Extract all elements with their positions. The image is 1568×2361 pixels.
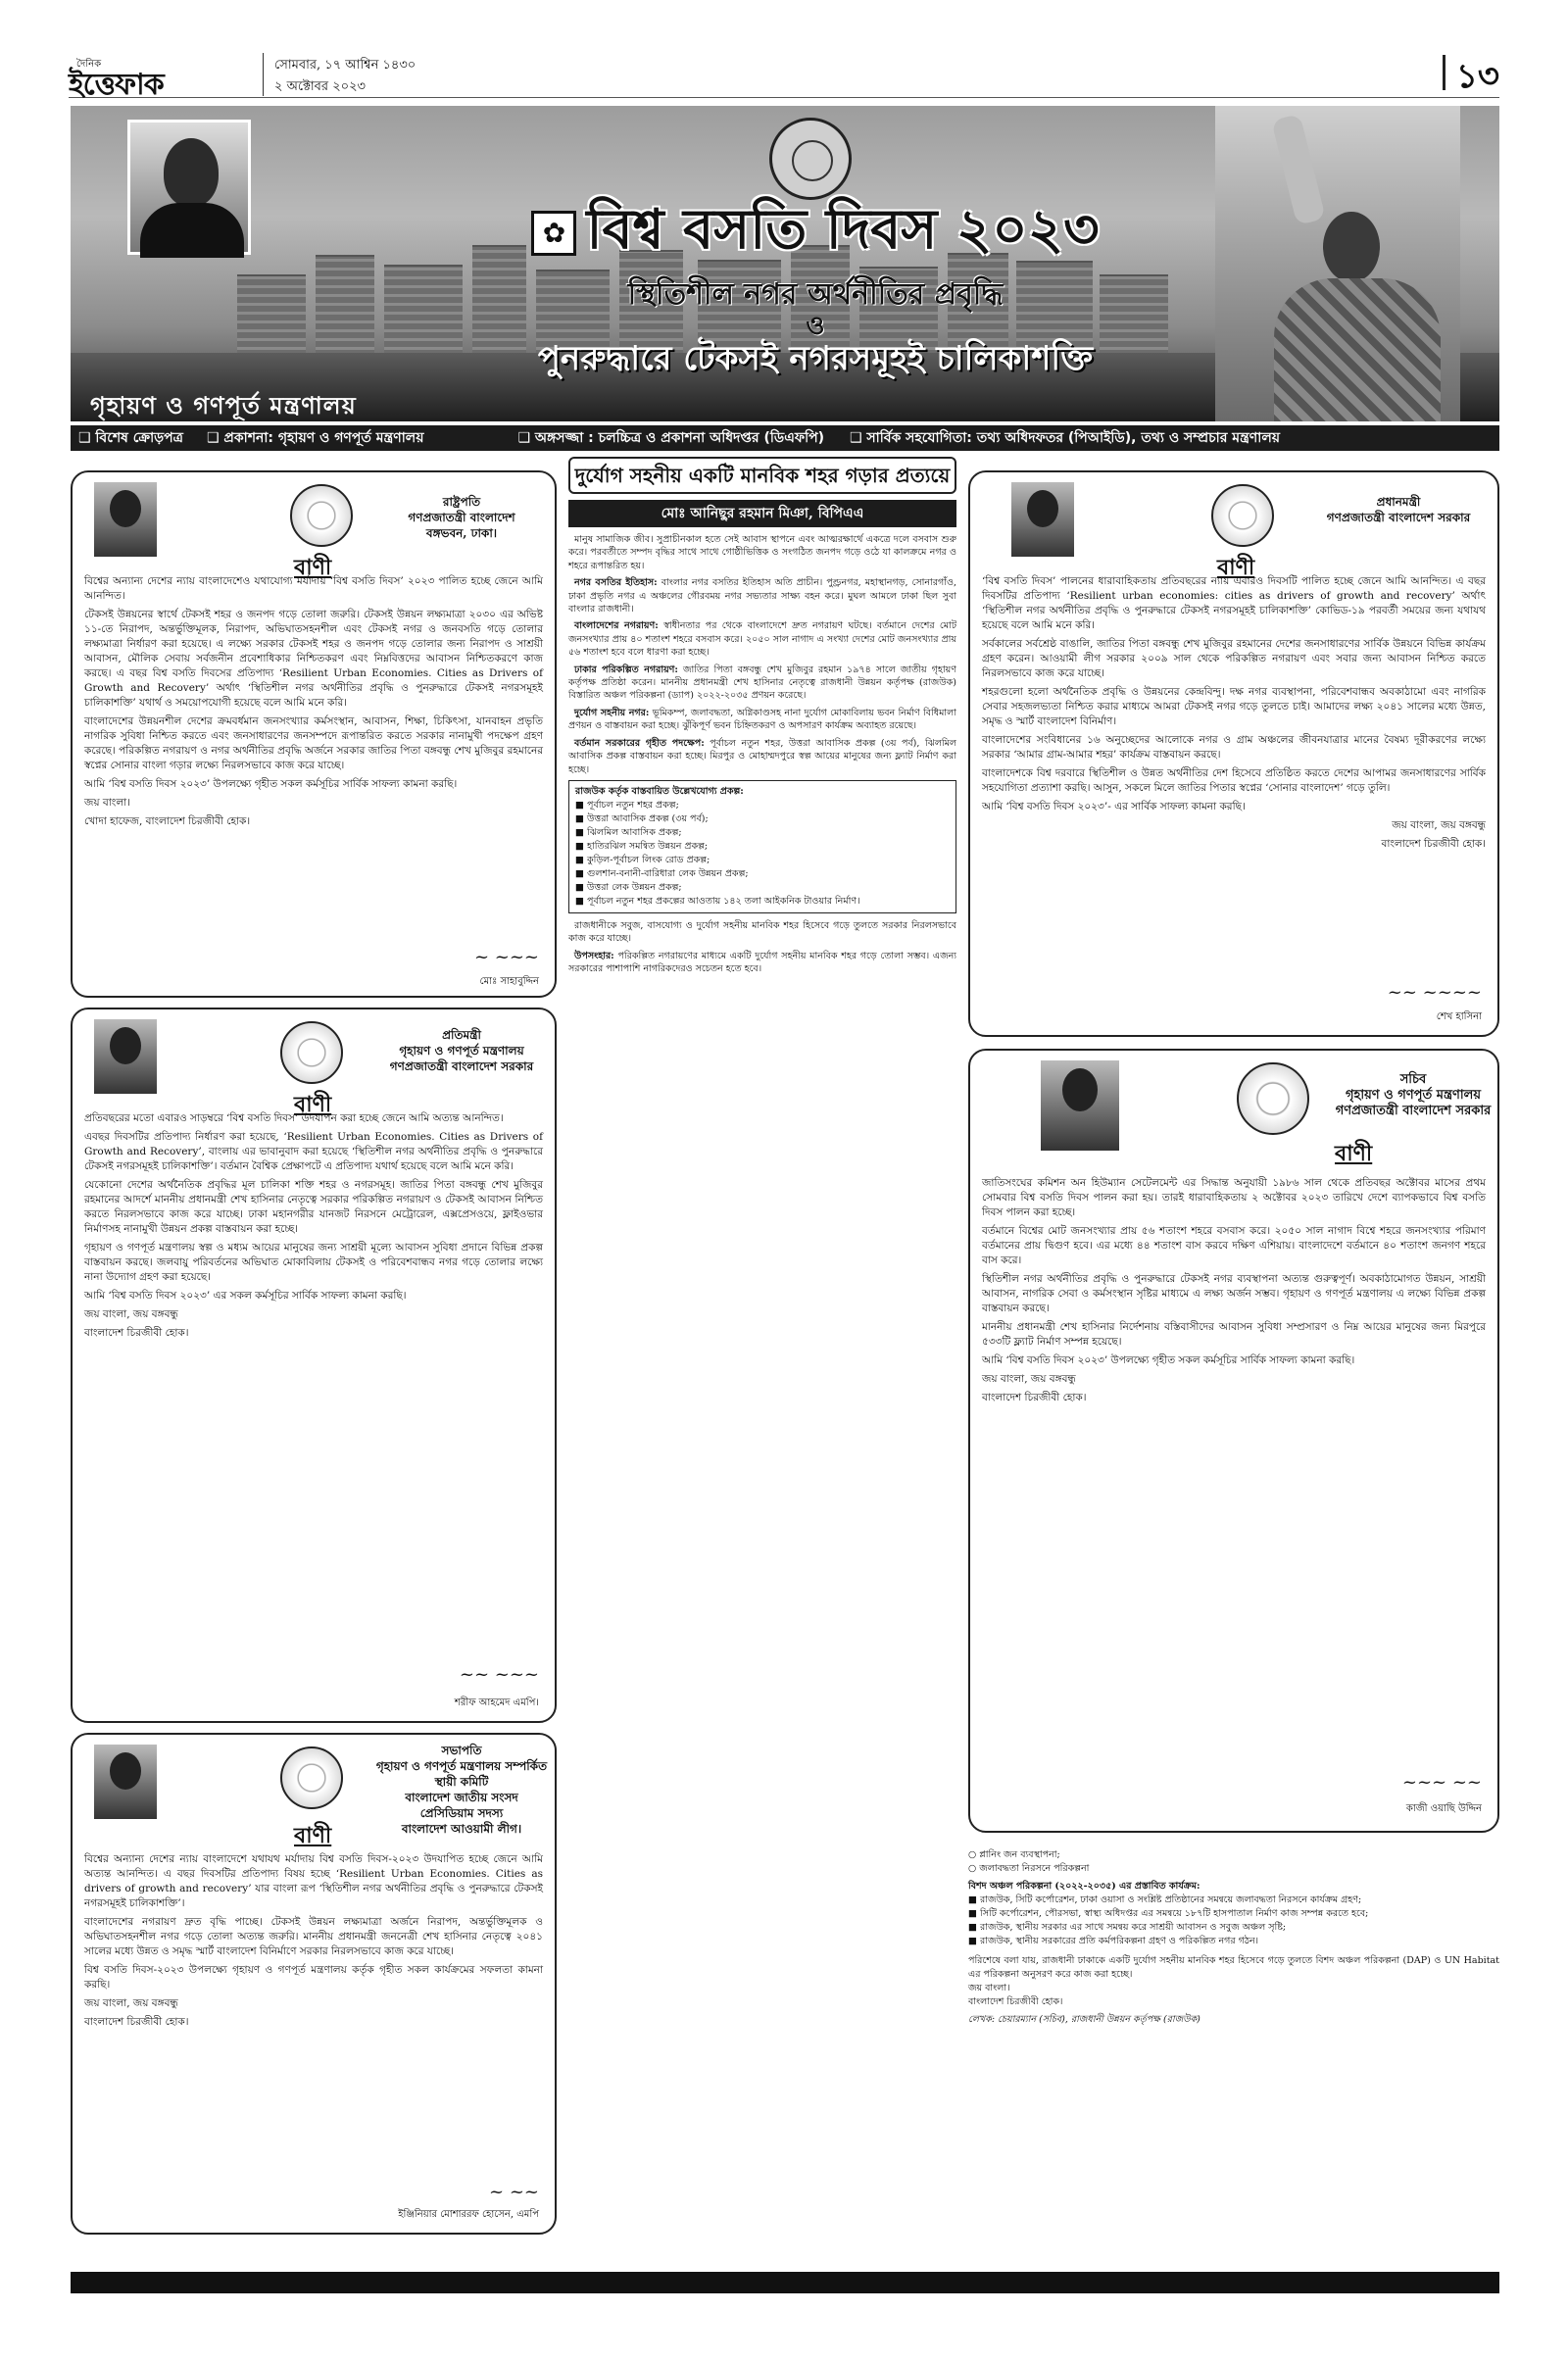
list-item: ■ পূর্বাচল নতুন শহর প্রকল্পের আওতায় ১৪২ তলা আইকনিক টাওয়ার নির্মাণ। (575, 895, 860, 907)
banner-subtitle-and: ও (806, 312, 825, 341)
prime-minister-photo (1215, 106, 1460, 421)
list-item: ■ রাজউক, সিটি কর্পোরেশন, ঢাকা ওয়াসা ও সংশ্লিষ্ট প্রতিষ্ঠানের সমন্বয়ে জলাবদ্ধতা নিরসনে কার্যক্রম গ্রহণ; (968, 1894, 1362, 1905)
minister-signature: ~~ ~~~ (459, 1664, 539, 1685)
secretary-photo (1041, 1060, 1119, 1151)
secretary-name: কাজী ওয়াছি উদ্দিন (1405, 1803, 1482, 1814)
secretary-bani-heading: বাণী (1335, 1141, 1373, 1166)
article-subhead-2: বাংলাদেশের নগরায়ণ: (574, 620, 659, 632)
secretary-seal-icon (1237, 1062, 1309, 1135)
article-title: দুর্যোগ সহনীয় একটি মানবিক শহর গড়ার প্রত্যয়ে (568, 457, 956, 494)
project-list (568, 780, 956, 913)
president-photo (94, 482, 157, 557)
minister-photo (94, 1019, 157, 1094)
banner-title: ✿ বিশ্ব বসতি দিবস ২০২৩ (443, 204, 1188, 263)
committee-body: বিশ্বের অন্যান্য দেশের ন্যায় বাংলাদেশে যথাযথ মর্যাদায় বিশ্ব বসতি দিবস-২০২৩ উদযাপিত হচ্ছে জেনে আমি অত্যন্ত আনন্দিত। এ বছর দিবসটির প্রতিপাদ্য বিষয় হচ্ছে ‘Resilient Urban Economies. Cities as drivers of growth and recovery’ যার বাংলা রূপ ‘স্থিতিশীল নগর অর্থনীতির প্রবৃদ্ধি ও পুনরুদ্ধারে টেকসই নগরসমূহই চালিকাশক্তি’। বাংলাদেশের নগরায়ণ দ্রুত বৃদ্ধি পাচ্ছে। টেকসই উন্নয়ন লক্ষ্যমাত্রা অর্জনে নিরাপদ, অন্তর্ভুক্তিমূলক ও অভিঘাতসহনশীল নগর গড়ে তোলা অত্যন্ত জরুরি। মাননীয় প্রধানমন্ত্রী জননেত্রী শেখ হাসিনার নেতৃত্বে ২০৪১ সালের মধ্যে উন্নত ও সমৃদ্ধ স্মার্ট বাংলাদেশ বিনির্মাণে সরকার নিরলসভাবে কাজ করে যাচ্ছে। বিশ্ব বসতি দিবস-২০২৩ উপলক্ষ্যে গৃহায়ণ ও গণপূর্ত মন্ত্রণালয় কর্তৃক গৃহীত সকল কার্যক্রমের সফলতা কামনা করছি। জয় বাংলা, জয় বঙ্গবন্ধু বাংলাদেশ চিরজীবী হোক। (84, 1853, 543, 2028)
committee-chair-name: ইঞ্জিনিয়ার মোশাররফ হোসেন, এমপি (398, 2209, 539, 2220)
logo-name: ইত্তেফাক (69, 68, 164, 102)
article-byline: লেখক: চেয়ারম্যান (সচিব), রাজধানী উন্নয়ন কর্তৃপক্ষ (রাজউক) (968, 2014, 1200, 2025)
president-name: মোঃ সাহাবুদ্দিন (479, 976, 539, 987)
minister-bani-heading: বাণী (294, 1092, 332, 1117)
committee-bani-heading: বাণী (294, 1823, 332, 1848)
date-english: ২ অক্টোবর ২০২৩ (274, 79, 367, 94)
minister-title: প্রতিমন্ত্রী গৃহায়ণ ও গণপূর্ত মন্ত্রণালয় গণপ্রজাতন্ত্রী বাংলাদেশ সরকার (389, 1028, 534, 1073)
president-signature: ~ ~~~ (473, 947, 539, 967)
footer-bar (71, 2272, 1499, 2293)
list-item: ■ হাতিরঝিল সমন্বিত উন্নয়ন প্রকল্প; (575, 840, 709, 852)
president-seal-icon (290, 484, 353, 547)
secretary-message (968, 1049, 1499, 1833)
secretary-title: সচিব গৃহায়ণ ও গণপূর্ত মন্ত্রণালয় গণপ্রজাতন্ত্রী বাংলাদেশ সরকার (1335, 1072, 1492, 1118)
pm-body: ‘বিশ্ব বসতি দিবস’ পালনের ধারাবাহিকতায় প্রতিবছরের ন্যায় এবারও দিবসটি পালিত হচ্ছে জেনে আমি আনন্দিত। এ বছর দিবসটির প্রতিপাদ্য ‘Resilient urban economies: cities as drivers of growth and recovery’ অর্থাৎ ‘স্থিতিশীল নগর অর্থনীতির প্রবৃদ্ধি ও পুনরুদ্ধারে টেকসই নগরসমূহই চালিকাশক্তি’ কোভিড-১৯ পরবর্তী সময়ের জন্য যথাযথ হয়েছে বলে আমি মনে করি। সর্বকালের সর্বশ্রেষ্ঠ বাঙালি, জাতির পিতা বঙ্গবন্ধু শেখ মুজিবুর রহমানের দেশের জনসাধারণের সার্বিক উন্নয়নে বিভিন্ন কার্যক্রম গ্রহণ করেন। আওয়ামী লীগ সরকার ২০০৯ সাল থেকে পরিকল্পিত নগরায়ণ এবং সবার জন্য আবাসন নিশ্চিত করতে নিরলসভাবে কাজ করে যাচ্ছে। শহরগুলো হলো অর্থনৈতিক প্রবৃদ্ধি ও উন্নয়নের কেন্দ্রবিন্দু। দক্ষ নগর ব্যবস্থাপনা, পরিবেশবান্ধব অবকাঠামো এবং নাগরিক সেবার সহজলভ্যতা নিশ্চিত করার মাধ্যমে আমরা টেকসই নগর গড়ে তুলতে চাই। আমাদের লক্ষ্য ২০৪১ সালের মধ্যে উন্নত, সমৃদ্ধ ও স্মার্ট বাংলাদেশ বিনির্মাণ। বাংলাদেশের সংবিধানের ১৬ অনুচ্ছেদের আলোকে নগর ও গ্রাম অঞ্চলের জীবনযাত্রার মানের বৈষম্য দূরীকরণের লক্ষ্যে সরকার ‘আমার গ্রাম-আমার শহর’ কার্যক্রম বাস্তবায়ন করছে। বাংলাদেশকে বিশ্ব দরবারে স্থিতিশীল ও উন্নত অর্থনীতির দেশ হিসেবে প্রতিষ্ঠিত করতে দেশের আপামর জনসাধারণের সার্বিক সহযোগিতা প্রত্যাশা করছি। আসুন, সকলে মিলে জাতির পিতার স্বপ্নের ‘সোনার বাংলাদেশ’ গড়ে তুলি। আমি ‘বিশ্ব বসতি দিবস ২০২৩’- এর সার্বিক সাফল্য কামনা করছি। জয় বাংলা, জয় বঙ্গবন্ধু বাংলাদেশ চিরজীবী হোক। (982, 575, 1486, 850)
article-subhead-3: ঢাকার পরিকল্পিত নগরায়ণ: (574, 664, 678, 675)
pm-bani-heading: বাণী (1217, 555, 1255, 580)
list-item: ■ গুলশান-বনানী-বারিধারা লেক উন্নয়ন প্রকল্প; (575, 867, 749, 879)
parliament-seal-icon (280, 1746, 343, 1809)
list-item: ■ কুড়িল-পূর্বাচল লিংক রোড প্রকল্প; (575, 854, 710, 865)
list-item: ■ রাজউক, স্থানীয় সরকার এর সাথে সমন্বয় করে সাশ্রয়ী আবাসন ও সবুজ অঞ্চল সৃষ্টি; (968, 1922, 1287, 1933)
list-item: ■ পূর্বাচল নতুন শহর প্রকল্প; (575, 799, 679, 811)
dap-list (968, 1894, 1499, 1948)
strip-item-4: ❑ সার্বিক সহযোগিতা: তথ্য অধিদফতর (পিআইডি), তথ্য ও সম্প্রচার মন্ত্রণালয় (849, 430, 1280, 446)
committee-chair-signature: ~ ~~ (489, 2182, 539, 2202)
strip-item-2: ❑ প্রকাশনা: গৃহায়ণ ও গণপূর্ত মন্ত্রণালয় (206, 430, 424, 446)
article-subhead-5: বর্তমান সরকারের গৃহীত পদক্ষেপ: (574, 737, 705, 749)
president-title: রাষ্ট্রপতি গণপ্রজাতন্ত্রী বাংলাদেশ বঙ্গভবন, ঢাকা। (408, 495, 515, 540)
bangabandhu-portrait (127, 120, 251, 255)
logo-prefix: দৈনিক (76, 59, 102, 70)
ministry-seal-icon (280, 1021, 343, 1084)
banner (71, 106, 1499, 421)
secretary-signature: ~~~ ~~ (1401, 1772, 1482, 1793)
strip-item-1: ❑ বিশেষ ক্রোড়পত্র (78, 430, 183, 446)
prime-minister-message (968, 470, 1499, 1037)
list-item: ■ উত্তরা লেক উন্নয়ন প্রকল্প; (575, 881, 682, 893)
minister-name: শরীফ আহমেদ এমপি। (454, 1697, 539, 1708)
banner-subtitle-1: স্থিতিশীল নগর অর্থনীতির প্রবৃদ্ধি (627, 277, 1004, 312)
list-item: ■ উত্তরা আবাসিক প্রকল্প (৩য় পর্ব); (575, 812, 709, 824)
list-item: ■ রাজউক, স্থানীয় সরকারের প্রতি কর্মপরিকল্পনা গ্রহণ ও পরিকল্পিত নগর গঠন। (968, 1936, 1259, 1946)
article-subhead-1: নগর বসতির ইতিহাস: (574, 577, 658, 589)
article-author: মোঃ আনিছুর রহমান মিঞা, বিপিএএ (568, 500, 956, 527)
dap-heading: বিশদ অঞ্চল পরিকল্পনা (২০২২-২০৩৫) এর প্রস্তাবিত কার্যক্রম: (968, 1881, 1200, 1892)
pm-name: শেখ হাসিনা (1436, 1011, 1482, 1022)
credit-strip (71, 425, 1499, 451)
article-subhead-6: উপসংহার: (574, 950, 614, 961)
article-body: মানুষ সামাজিক জীব। সুপ্রাচীনকাল হতে সেই আবাস স্থাপনে এবং আত্মরক্ষার্থে একত্রে দলে বসবাস শুরু করে। পরবর্তীতে সম্পদ বৃদ্ধির সাথে সাথে গোষ্ঠীভিত্তিক ও সংগঠিত জনপদ গড়ে ওঠে যা কালক্রমে নগর ও শহরে রূপান্তরিত হয়। নগর বসতির ইতিহাস: বাংলার নগর বসতির ইতিহাস অতি প্রাচীন। পুণ্ড্রনগর, মহাস্থানগড়, সোনারগাঁও, ঢাকা প্রভৃতি নগর এ অঞ্চলের গৌরবময় নগর সভ্যতার সাক্ষ্য বহন করে। মুঘল আমলে ঢাকা ছিল সুবা বাংলার রাজধানী। বাংলাদেশের নগরায়ণ: স্বাধীনতার পর থেকে বাংলাদেশে দ্রুত নগরায়ণ ঘটছে। বর্তমানে দেশের মোট জনসংখ্যার প্রায় ৪০ শতাংশ শহরে বসবাস করে। ২০৫০ সাল নাগাদ এ সংখ্যা দেশের মোট জনসংখ্যার প্রায় ৫৬ শতাংশ হবে বলে ধারণা করা হচ্ছে। ঢাকার পরিকল্পিত নগরায়ণ: জাতির পিতা বঙ্গবন্ধু শেখ মুজিবুর রহমান ১৯৭৪ সালে জাতীয় গৃহায়ণ কর্তৃপক্ষ প্রতিষ্ঠা করেন। মাননীয় প্রধানমন্ত্রী শেখ হাসিনার নেতৃত্বে রাজধানী উন্নয়ন কর্তৃপক্ষ (রাজউক) বিস্তারিত অঞ্চল পরিকল্পনা (ড্যাপ) ২০২২-২০৩৫ প্রণয়ন করেছে। দুর্যোগ সহনীয় নগর: ভূমিকম্প, জলাবদ্ধতা, অগ্নিকাণ্ডসহ নানা দুর্যোগ মোকাবিলায় ভবন নির্মাণ বিধিমালা প্রণয়ন ও বাস্তবায়ন করা হচ্ছে। ঝুঁকিপূর্ণ ভবন চিহ্নিতকরণ ও অপসারণ কার্যক্রম অব্যাহত রয়েছে। বর্তমান সরকারের গৃহীত পদক্ষেপ: পূর্বাচল নতুন শহর, উত্তরা আবাসিক প্রকল্প (৩য় পর্ব), ঝিলমিল আবাসিক প্রকল্প বাস্তবায়ন করা হচ্ছে। মিরপুর ও মোহাম্মদপুরে স্বল্প আয়ের মানুষের জন্য ফ্ল্যাট নির্মাণ করা হচ্ছে। রাজউক কর্তৃক বাস্তবায়িত উল্লেখযোগ্য প্রকল্প: ■ পূর্বাচল নতুন শহর প্রকল্প; ■ উত্তরা আবাসিক প্রকল্প (৩য় পর্ব); ■ ঝিলমিল আবাসিক প্রকল্প; ■ হাতিরঝিল সমন্বিত উন্নয়ন প্রকল্প; ■ কুড়িল-পূর্বাচল লিংক রোড প্রকল্প; ■ গুলশান-বনানী-বারিধারা লেক উন্নয়ন প্রকল্প; ■ উত্তরা লেক উন্নয়ন প্রকল্প; ■ পূর্বাচল নতুন শহর প্রকল্পের আওতায় ১৪২ তলা আইকনিক টাওয়ার নির্মাণ। রাজধানীকে সবুজ, বাসযোগ্য ও দুর্যোগ সহনীয় মানবিক শহর হিসেবে গড়ে তুলতে সরকার নিরলসভাবে কাজ করে যাচ্ছে। উপসংহার: পরিকল্পিত নগরায়ণের মাধ্যমে একটি দুর্যোগ সহনীয় মানবিক শহর গড়ে তোলা সম্ভব। এজন্য সরকারের পাশাপাশি নাগরিকদেরও সচেতন হতে হবে। (568, 534, 956, 975)
president-message (71, 470, 557, 998)
pm-message-photo (1011, 482, 1074, 557)
masthead (69, 51, 1499, 102)
list-item: ■ সিটি কর্পোরেশন, পৌরসভা, স্বাস্থ্য অধিদপ্তর এর সমন্বয়ে ১৮৭টি হাসপাতাল নির্মাণ কাজ সম্পন্ন করতে হবে; (968, 1908, 1369, 1919)
minister-body: প্রতিবছরের মতো এবারও সাড়ম্বরে ‘বিশ্ব বসতি দিবস’ উদযাপন করা হচ্ছে জেনে আমি অত্যন্ত আনন্দিত। এবছর দিবসটির প্রতিপাদ্য নির্ধারণ করা হয়েছে, ‘Resilient Urban Economies. Cities as Drivers of Growth and Recovery’, বাংলায় এর ভাবানুবাদ করা হয়েছে ‘স্থিতিশীল নগর অর্থনীতির প্রবৃদ্ধি ও পুনরুদ্ধারে টেকসই নগরসমূহই চালিকাশক্তি’। বর্তমান বৈশ্বিক প্রেক্ষাপটে এ প্রতিপাদ্য যথার্থ হয়েছে বলে আমি মনে করি। যেকোনো দেশের অর্থনৈতিক প্রবৃদ্ধির মূল চালিকা শক্তি শহর ও নগরসমূহ। জাতির পিতা বঙ্গবন্ধু শেখ মুজিবুর রহমানের আদর্শে মাননীয় প্রধানমন্ত্রী শেখ হাসিনার নেতৃত্বে সরকার পরিকল্পিত নগরায়ণ ও টেকসই আবাসন নিশ্চিত করতে নিরলসভাবে কাজ করে যাচ্ছে। ঢাকা মহানগরীর যানজট নিরসনে মেট্রোরেল, এক্সপ্রেসওয়ে, ফ্লাইওভার নির্মাণসহ নানামুখী উন্নয়ন প্রকল্প বাস্তবায়ন করা হচ্ছে। গৃহায়ণ ও গণপূর্ত মন্ত্রণালয় স্বল্প ও মধ্যম আয়ের মানুষের জন্য সাশ্রয়ী মূল্যে আবাসন সুবিধা প্রদানে বিভিন্ন প্রকল্প বাস্তবায়ন করছে। জলবায়ু পরিবর্তনের অভিঘাত মোকাবিলায় টেকসই ও পরিবেশবান্ধব নগর গড়ে তোলার লক্ষ্যে নানা উদ্যোগ গ্রহণ করা হয়েছে। আমি ‘বিশ্ব বসতি দিবস ২০২৩’ এর সকল কর্মসূচির সার্বিক সাফল্য কামনা করছি। জয় বাংলা, জয় বঙ্গবন্ধু বাংলাদেশ চিরজীবী হোক। (84, 1112, 543, 1339)
minister-message (71, 1008, 557, 1723)
pm-signature: ~~ ~~~~ (1387, 982, 1482, 1003)
project-list-title: রাজউক কর্তৃক বাস্তবায়িত উল্লেখযোগ্য প্রকল্প: (575, 785, 744, 797)
committee-chair-photo (94, 1745, 157, 1819)
banner-ministry: গৃহায়ণ ও গণপূর্ত মন্ত্রণালয় (90, 391, 357, 419)
strip-item-3: ❑ অঙ্গসজ্জা : চলচ্চিত্র ও প্রকাশনা অধিদপ্তর (ডিএফপি) (517, 430, 824, 446)
pm-seal-icon (1211, 484, 1274, 547)
page-number: ১৩ (1456, 51, 1499, 107)
list-item: ■ ঝিলমিল আবাসিক প্রকল্প; (575, 826, 682, 838)
pm-title: প্রধানমন্ত্রী গণপ্রজাতন্ত্রী বাংলাদেশ সরকার (1326, 495, 1471, 524)
committee-chair-message (71, 1733, 557, 2235)
president-body: বিশ্বের অন্যান্য দেশের ন্যায় বাংলাদেশেও যথাযোগ্য মর্যাদায় ‘বিশ্ব বসতি দিবস’ ২০২৩ পালিত হচ্ছে জেনে আমি আনন্দিত। টেকসই উন্নয়নের স্বার্থে টেকসই শহর ও জনপদ গড়ে তোলা জরুরি। টেকসই উন্নয়ন লক্ষ্যমাত্রা ২০৩০ এর অভিষ্ট ১১-তে নিরাপদ, অন্তর্ভুক্তিমূলক, নিরাপদ, অভিঘাতসহনশীল এবং টেকসই নগর ও জনবসতি গড়ে তোলার লক্ষ্যমাত্রা নির্ধারণ করা হয়েছে। এ লক্ষ্যে সরকার টেকসই শহর ও জনপদ গড়ে তোলার জন্য নিরাপদ ও সাশ্রয়ী আবাসন, মৌলিক সেবায় সর্বজনীন প্রবেশাধিকার নিশ্চিতকরণ এবং নিম্নবিত্তদের আবাসন নিশ্চিতকরণে কাজ করছে। এ বছর বিশ্ব বসতি দিবসের প্রতিপাদ্য ‘Resilient Urban Economies. Cities as Drivers of Growth and Recovery’ অর্থাৎ ‘স্থিতিশীল নগর অর্থনীতির প্রবৃদ্ধি ও পুনরুদ্ধারে টেকসই নগরসমূহই চালিকাশক্তি’ যথার্থ ও সময়োপযোগী হয়েছে বলে আমি মনে করি। বাংলাদেশের উন্নয়নশীল দেশের ক্রমবর্ধমান জনসংখ্যার কর্মসংস্থান, আবাসন, শিক্ষা, চিকিৎসা, যানবাহন প্রভৃতি নাগরিক সুবিধা নিশ্চিত করতে এবং জনসাধারণের জনসম্পদে রূপান্তরিত করতে সরকার নানামুখী পদক্ষেপ গ্রহণ করেছে। পরিকল্পিত নগরায়ণ ও নগর অর্থনীতির প্রবৃদ্ধি অর্জনে সরকার জাতির পিতা বঙ্গবন্ধু শেখ মুজিবুর রহমানের স্বপ্নের সোনার বাংলা গড়ার লক্ষ্যে নিরলসভাবে কাজ করে যাচ্ছে। আমি ‘বিশ্ব বসতি দিবস ২০২৩’ উপলক্ষ্যে গৃহীত সকল কর্মসূচির সার্বিক সাফল্য কামনা করছি। জয় বাংলা। খোদা হাফেজ, বাংলাদেশ চিরজীবী হোক। (84, 575, 543, 827)
article-continuation: ○ প্লানিং জন ব্যবস্থাপনা; ○ জলাবদ্ধতা নিরসনে পরিকল্পনা বিশদ অঞ্চল পরিকল্পনা (২০২২-২০৩৫) এর প্রস্তাবিত কার্যক্রম: ■ রাজউক, সিটি কর্পোরেশন, ঢাকা ওয়াসা ও সংশ্লিষ্ট প্রতিষ্ঠানের সমন্বয়ে জলাবদ্ধতা নিরসনে কার্যক্রম গ্রহণ; ■ সিটি কর্পোরেশন, পৌরসভা, স্বাস্থ্য অধিদপ্তর এর সমন্বয়ে ১৮৭টি হাসপাতাল নির্মাণ কাজ সম্পন্ন করতে হবে; ■ রাজউক, স্থানীয় সরকার এর সাথে সমন্বয় করে সাশ্রয়ী আবাসন ও সবুজ অঞ্চল সৃষ্টি; ■ রাজউক, স্থানীয় সরকারের প্রতি কর্মপরিকল্পনা গ্রহণ ও পরিকল্পিত নগর গঠন। পরিশেষে বলা যায়, রাজধানী ঢাকাকে একটি দুর্যোগ সহনীয় মানবিক শহর হিসেবে গড়ে তুলতে বিশদ অঞ্চল পরিকল্পনা (DAP) ও UN Habitat এর পরিকল্পনা অনুসরণ করে কাজ করা হচ্ছে। জয় বাংলা। বাংলাদেশ চিরজীবী হোক। লেখক: চেয়ারম্যান (সচিব), রাজধানী উন্নয়ন কর্তৃপক্ষ (রাজউক) (968, 1849, 1499, 2025)
president-bani-heading: বাণী (294, 555, 332, 580)
banner-subtitle-2: পুনরুদ্ধারে টেকসই নগরসমূহই চালিকাশক্তি (537, 339, 1094, 378)
world-habitat-emblem-icon: ✿ (531, 211, 576, 256)
newspaper-logo (69, 57, 245, 102)
secretary-body: জাতিসংঘের কমিশন অন হিউম্যান সেটেলমেন্ট এর সিদ্ধান্ত অনুযায়ী ১৯৮৬ সাল থেকে প্রতিবছর অক্টোবর মাসের প্রথম সোমবার বিশ্ব বসতি দিবস পালন করা হয়। তারই ধারাবাহিকতায় ২ অক্টোবর ২০২৩ তারিখে দেশে ব্যাপকভাবে বিশ্ব বসতি দিবস পালন করা হচ্ছে। বর্তমানে বিশ্বের মোট জনসংখ্যার প্রায় ৫৬ শতাংশ শহরে বসবাস করে। ২০৫০ সাল নাগাদ বিশ্বে শহরে জনসংখ্যার পরিমাণ বর্তমানের প্রায় দ্বিগুণ হবে। এর মধ্যে ৪৪ শতাংশ বাস করবে দক্ষিণ এশিয়ায়। বাংলাদেশে বর্তমানে ৪০ শতাংশ জনগণ শহরে বাস করে। স্থিতিশীল নগর অর্থনীতির প্রবৃদ্ধি ও পুনরুদ্ধারে টেকসই নগর ব্যবস্থাপনা অত্যন্ত গুরুত্বপূর্ণ। অবকাঠামোগত উন্নয়ন, সাশ্রয়ী আবাসন, নাগরিক সেবা ও কর্মসংস্থান সৃষ্টির মাধ্যমে এ লক্ষ্য অর্জন সম্ভব। গৃহায়ণ ও গণপূর্ত মন্ত্রণালয় এ লক্ষ্যে বিভিন্ন প্রকল্প বাস্তবায়ন করছে। মাননীয় প্রধানমন্ত্রী শেখ হাসিনার নির্দেশনায় বস্তিবাসীদের আবাসন সুবিধা সম্প্রসারণ ও নিম্ন আয়ের মানুষের জন্য মিরপুরে ৫৩৩টি ফ্ল্যাট নির্মাণ সম্পন্ন হয়েছে। আমি ‘বিশ্ব বসতি দিবস ২০২৩’ উপলক্ষ্যে গৃহীত সকল কর্মসূচির সার্বিক সাফল্য কামনা করছি। জয় বাংলা, জয় বঙ্গবন্ধু বাংলাদেশ চিরজীবী হোক। (982, 1177, 1486, 1403)
date-bengali: সোমবার, ১৭ আশ্বিন ১৪৩০ (274, 58, 416, 73)
date-block (274, 55, 416, 98)
committee-chair-title: সভাপতি গৃহায়ণ ও গণপূর্ত মন্ত্রণালয় সম্পর্কিত স্থায়ী কমিটি বাংলাদেশ জাতীয় সংসদ প্রেসিডিয়াম সদস্য বাংলাদেশ আওয়ামী লীগ। (375, 1744, 548, 1836)
article-subhead-4: দুর্যোগ সহনীয় নগর: (574, 707, 650, 718)
